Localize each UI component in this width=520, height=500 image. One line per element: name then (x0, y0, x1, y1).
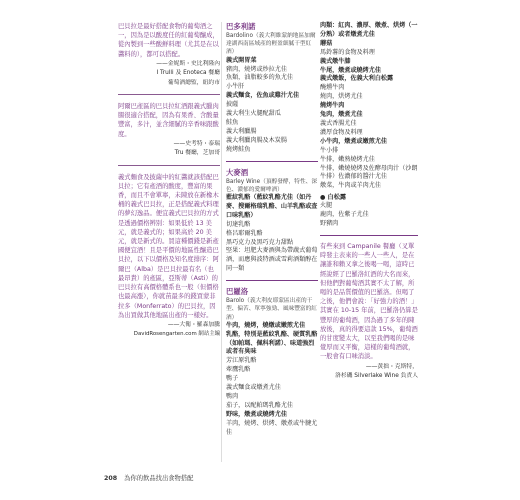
quote-barbera-pasta: 義式麵食及披薩中的紅醬就該搭配巴貝拉；它有產酒的酸度，豐富的果香，而且不會單寧，未陳放在新橡木桶的義式巴貝拉，正是搭配義式料理的夢幻逸品。便宜義式巴貝拉的方式是透過價格辨別：如果低於 13 美元，就是義式的；如果高於 20 美元，就是新式的。買這種價錢是新產國便宜酒！且是平價的地區性釀造巴貝拉，以下以價格及知名度排序：阿爾巴（Alba）是巴貝拉最有名（也最昂貴）的產區，亞斯蒂（Asti）的巴貝拉有高價格體系也一般（但價格也最高漲），你就苗最多的錢買蒙非拉多（Monferrato）的巴貝拉，因為出買做其他地區出產的一樣好。 (118, 173, 219, 319)
quote-attribution-org: Tru 餐廳，芝加哥 (174, 150, 220, 157)
pairing-item: 牽鷹乳酪 (226, 366, 251, 374)
pairing-item: 牛尾，燉煮或燒烤尤佳 (320, 66, 381, 74)
pairing-item: 馬鈴薯的食物及料理 (320, 48, 375, 56)
pairing-item: 義式燉牛膝 (320, 57, 351, 65)
pairing-item: 牛排，嫩燒燒烤及佐酵母肉汁（沙朗牛排）佐濃郁的醬汁尤佳 (320, 164, 418, 181)
quote-attribution-org: DavidRosengarten.com 網站主編 (133, 331, 220, 338)
pairing-item: 格呂耶爾乳酪 (226, 229, 263, 237)
divider (226, 280, 318, 281)
pairing-list-bardolino (226, 57, 318, 155)
pairing-item: 茄子，以配帕瑪乳酪尤佳 (226, 401, 294, 409)
quote-campanile: 有些來到 Campanile 餐廳（叉單時發主表來的一些人一些人，是在讓誰和賴又拿之後喝一喝，這時已經說經了巴羅洛紅酒的大名而來，但他們對葡萄酒其實不太了解，所喝的是品質價值的巴羅洛。但喝了之後，他們會說：「好強力的酒！」其實在 10-15 年前，巴羅洛仍算是豐厚的葡萄酒，因為過了多年的陳放後，真的得要這款 15%，葡萄酒的甘度變太大，以至我們喝的是味覺厚而又平衡，這樣的葡萄酒就，一般會有口味消淡。 (320, 243, 418, 361)
pairing-item: 義大利生火腿配甜瓜 (226, 110, 281, 118)
pairing-item: 燒烤鮭魚 (226, 145, 251, 153)
quote-attribution-org: I Trulli 及 Enoteca 餐廳 (156, 70, 220, 77)
pairing-item: 野味，燉煮或燒烤尤佳 (226, 410, 287, 418)
pairing-item: 堅果：坦肥大麥酒與為帶蔬式葡萄酒，而應與波特酒或雪莉酒類醇在同一類 (226, 247, 318, 273)
pairing-item: 藍紋乳酪（藍紋乳酪尤佳（如丹麥、搜爾格瑞乳酪、山羊乳酪或查口味乳酪） (226, 193, 318, 219)
quote-attribution-org: 洛杉磯 Silverlake Wine 負責人 (335, 373, 418, 380)
pairing-list-barley-wine (226, 194, 318, 274)
pairing-item: 義式麵食或燉煮尤佳 (226, 384, 281, 392)
pairing-item: 小牛肉，燉煮或嫩煎尤佳 (320, 137, 388, 145)
pairing-list-barolo-continued (320, 22, 418, 191)
pairing-item: 野豬肉 (320, 220, 339, 228)
pairing-item: 披薩 (226, 101, 239, 109)
pairing-item: 黑巧克力及黑巧克力甜點 (226, 238, 294, 246)
section-description: Barley Wine（頂醇發酵，特性、深色、濃郁的愛爾啤酒） (226, 178, 318, 193)
pairing-item: 蘑菇 (320, 39, 333, 47)
pairing-item: 鴨肉 (226, 393, 239, 400)
pairing-list-white-truffle (320, 202, 418, 229)
pairing-item: 乳酪，特別是藍紋乳酪、硬質乳酪（如帕瑪、佩科利諾）、味道強烈或者有臭味 (226, 330, 318, 356)
section-description: Barolo（義大利皮耶蒙區出產的干型、偏苦、單寧強勁、風味豐富的紅酒） (226, 298, 317, 321)
pairing-item: 切達乳酪 (226, 220, 251, 228)
divider (118, 165, 220, 166)
column-separator (221, 22, 222, 462)
pairing-item: 義式開胃菜 (226, 56, 257, 64)
section-description: Bardolino（義大利維蒙納地區加爾達湖西南區域產的輕盈細膩干型紅酒） (226, 33, 316, 56)
pairing-item: 豬肉，燒烤或炒拉尤佳 (226, 65, 287, 73)
pairing-item: 醃燻牛肉 (320, 84, 345, 92)
quote-barbera-food: 巴貝拉是最好搭配食物的葡萄酒之一，因為是以酸度任的紅葡萄釀成，從內製到一些酸鮮料理（尤其是在以醬料的），都可以搭配。 (118, 23, 219, 58)
pairing-item: 燒烤牛肉 (320, 102, 345, 110)
pairing-item: 鮭魚 (226, 118, 239, 126)
pairing-item: 義大利臘肉腸及木炭腸 (226, 136, 287, 144)
pairing-item: 義式麵食，佐魚或雞汁尤佳 (226, 92, 300, 100)
pairing-item: 牛肉，燒烤，燒燉或嫩煎尤佳 (226, 321, 306, 329)
left-column (118, 22, 220, 338)
quote-attribution-name: ——金妮斯・史比利隆內 (156, 60, 220, 67)
divider (226, 161, 318, 162)
pairing-item: 鹿肉，佐紫子尤佳 (320, 211, 369, 219)
pairing-item: 牛小排 (320, 146, 339, 154)
quote-attribution-name: ——史考特・泰瑞 (173, 140, 220, 147)
section-heading-barolo: 巴羅洛 (226, 287, 249, 297)
section-heading-barley-wine: 大麥酒 (226, 167, 249, 177)
pairing-item: 燒肉，烘烤尤佳 (320, 93, 363, 101)
page-footer (104, 473, 193, 482)
pairing-item: 兔肉，燉煮尤佳 (320, 111, 363, 119)
pairing-item: 義式香腸尤佳 (320, 119, 357, 127)
section-heading-bardolino: 巴多利諾 (226, 22, 256, 31)
pairing-item: 牛排，嫩熟燒烤尤佳 (320, 155, 375, 163)
pairing-item: 羊肉，燒烤、烘烤、燉煮或牛腱尤佳 (226, 419, 318, 436)
pairing-list-barolo (226, 322, 318, 438)
divider (118, 94, 220, 95)
quote-attribution-name: ——大衛・羅森加騰 (167, 321, 220, 328)
pairing-item: 小牛肝 (226, 83, 245, 91)
white-truffle-heading: ● 白松露 (320, 194, 347, 202)
pairing-item: 義式燉飯，佐義大利白松露 (320, 75, 394, 83)
quote-alba-barbera: 阿爾巴產區的巴貝拉紅酒跟義式臘肉腸很適合搭配，因為有果香、含酸量豐富，多汁，並含細膩的辛香味跟酸度。 (118, 103, 219, 138)
pairing-item: 義大利臘腸 (226, 127, 257, 135)
middle-column (226, 22, 318, 438)
divider (320, 235, 418, 236)
pairing-item: 肉類：紅肉、濃厚、燉煮、烘烤（一分熟）或者燉煮尤佳 (320, 22, 418, 38)
pairing-item: 魚類，油脂較多的魚尤佳 (226, 74, 294, 82)
pairing-item: 鴨子 (226, 375, 239, 383)
pairing-item: 火腿 (320, 202, 333, 210)
page-number: 208 (104, 475, 118, 482)
quote-attribution-role: 葡萄酒總監，紐約市 (167, 79, 220, 86)
quote-attribution-name: ——黃拙・克斯特， (365, 363, 418, 370)
pairing-item: 濃厚食物及料理 (320, 128, 363, 136)
running-title: 為你的飲品找出食物搭配 (124, 475, 194, 482)
pairing-item: 燉菜，牛肉或羊肉尤佳 (320, 182, 381, 190)
pairing-item: 芳江原乳酪 (226, 357, 257, 365)
right-column (320, 22, 418, 380)
